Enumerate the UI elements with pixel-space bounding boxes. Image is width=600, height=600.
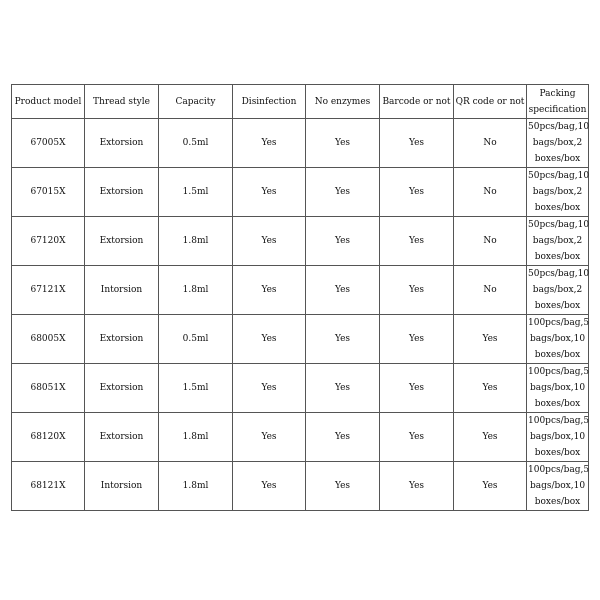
cell-thread-style: Extorsion [85,364,159,413]
cell-capacity: 1.5ml [159,168,233,217]
cell-no-enzymes: Yes [306,266,380,315]
header-qr-code: QR code or not [454,85,527,119]
cell-no-enzymes: Yes [306,315,380,364]
cell-capacity: 0.5ml [159,315,233,364]
cell-disinfection: Yes [233,462,306,511]
header-product-model: Product model [12,85,85,119]
cell-packing-specification: 50pcs/bag,10 bags/box,2 boxes/box [527,266,589,315]
header-capacity: Capacity [159,85,233,119]
table-row [12,315,589,364]
cell-disinfection: Yes [233,266,306,315]
table-row [12,462,589,511]
cell-thread-style: Extorsion [85,217,159,266]
cell-capacity: 1.5ml [159,364,233,413]
cell-packing-specification: 100pcs/bag,5 bags/box,10 boxes/box [527,413,589,462]
table-row [12,119,589,168]
cell-barcode: Yes [380,364,454,413]
cell-product-model: 68051X [12,364,85,413]
cell-packing-specification: 50pcs/bag,10 bags/box,2 boxes/box [527,119,589,168]
table-row [12,168,589,217]
cell-capacity: 1.8ml [159,266,233,315]
cell-product-model: 68121X [12,462,85,511]
cell-product-model: 67005X [12,119,85,168]
header-barcode: Barcode or not [380,85,454,119]
cell-thread-style: Intorsion [85,462,159,511]
cell-barcode: Yes [380,462,454,511]
cell-barcode: Yes [380,315,454,364]
cell-barcode: Yes [380,266,454,315]
cell-disinfection: Yes [233,168,306,217]
header-thread-style: Thread style [85,85,159,119]
cell-thread-style: Extorsion [85,315,159,364]
cell-no-enzymes: Yes [306,364,380,413]
cell-product-model: 67121X [12,266,85,315]
header-row [12,85,589,119]
cell-qr-code: No [454,217,527,266]
cell-qr-code: No [454,266,527,315]
cell-disinfection: Yes [233,315,306,364]
cell-qr-code: Yes [454,364,527,413]
cell-capacity: 1.8ml [159,413,233,462]
cell-barcode: Yes [380,217,454,266]
cell-packing-specification: 50pcs/bag,10 bags/box,2 boxes/box [527,217,589,266]
cell-barcode: Yes [380,119,454,168]
cell-no-enzymes: Yes [306,217,380,266]
table-row [12,266,589,315]
cell-packing-specification: 100pcs/bag,5 bags/box,10 boxes/box [527,364,589,413]
table-body [12,119,589,511]
cell-thread-style: Extorsion [85,168,159,217]
header-packing-specification: Packing specification [527,85,589,119]
table-row [12,413,589,462]
cell-qr-code: Yes [454,413,527,462]
cell-disinfection: Yes [233,413,306,462]
cell-product-model: 67120X [12,217,85,266]
cell-no-enzymes: Yes [306,462,380,511]
cell-barcode: Yes [380,168,454,217]
cell-thread-style: Intorsion [85,266,159,315]
cell-barcode: Yes [380,413,454,462]
cell-product-model: 67015X [12,168,85,217]
cell-disinfection: Yes [233,119,306,168]
cell-packing-specification: 100pcs/bag,5 bags/box,10 boxes/box [527,315,589,364]
cell-no-enzymes: Yes [306,119,380,168]
cell-qr-code: No [454,119,527,168]
table-row [12,217,589,266]
header-disinfection: Disinfection [233,85,306,119]
cell-qr-code: Yes [454,315,527,364]
cell-thread-style: Extorsion [85,413,159,462]
cell-capacity: 1.8ml [159,217,233,266]
header-no-enzymes: No enzymes [306,85,380,119]
cell-no-enzymes: Yes [306,168,380,217]
cell-qr-code: Yes [454,462,527,511]
cell-disinfection: Yes [233,364,306,413]
cell-product-model: 68005X [12,315,85,364]
cell-no-enzymes: Yes [306,413,380,462]
cell-thread-style: Extorsion [85,119,159,168]
cell-disinfection: Yes [233,217,306,266]
cell-packing-specification: 50pcs/bag,10 bags/box,2 boxes/box [527,168,589,217]
cell-packing-specification: 100pcs/bag,5 bags/box,10 boxes/box [527,462,589,511]
table-header [12,85,589,119]
cell-qr-code: No [454,168,527,217]
table-row [12,364,589,413]
cell-capacity: 1.8ml [159,462,233,511]
cell-capacity: 0.5ml [159,119,233,168]
product-spec-table [11,84,589,511]
cell-product-model: 68120X [12,413,85,462]
